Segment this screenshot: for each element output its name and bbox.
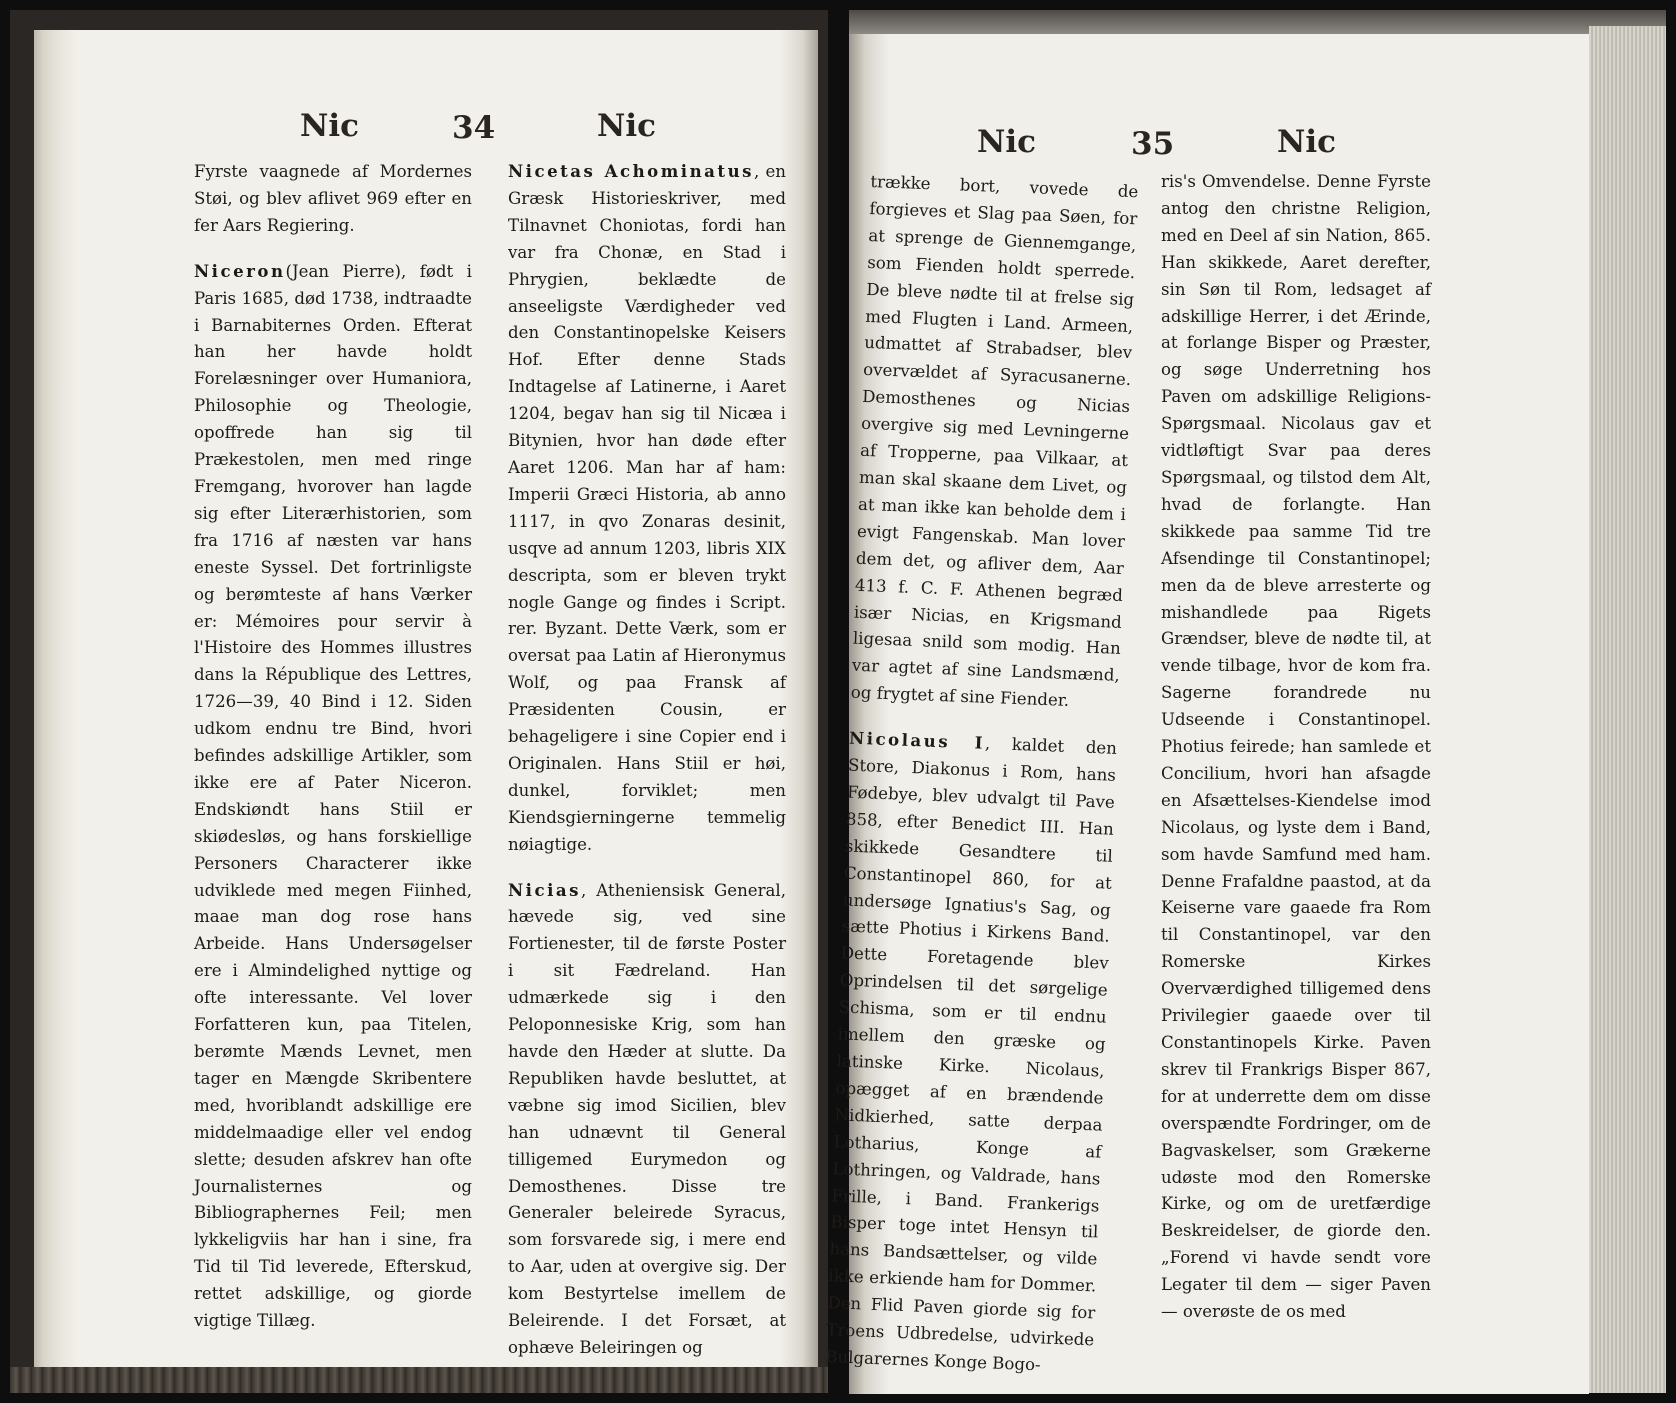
entry-text: trække bort, vovede de forgieves et Slag paa Søen, for at sprenge de Giennemgange, som Fienden holdt sperrede. De bleve nødte til at frelse sig med Flugten i Land. Armeen, udmattet af Strabadser, blev overvældet af Syracusanerne. Demosthenes og Nicias overgive sig med Levningerne af Tropperne, paa Vilkaar, at man skal skaane dem Livet, og at man ikke kan beholde dem i evigt Fangenskab. Man lover dem det, og afliver dem, Aar 413 f. C. F. Athenen begræd især Nicias, en Krigsmand ligesaa snild som modig. Han var agtet af sine Landsmænd, og frygtet af sine Fiender.	[850, 171, 1139, 711]
paragraph	[1161, 168, 1431, 1326]
text-column-2	[508, 158, 786, 1362]
text-column-1	[825, 168, 1139, 1381]
paragraph	[850, 168, 1138, 717]
paragraph	[194, 258, 472, 1335]
right-page	[824, 34, 1589, 1394]
entry-text: , en Græsk Historieskriver, med Tilnavnet Choniotas, fordi han var fra Chonæ, en Stad i Phrygien, beklædte de anseeligste Værdigheder ved den Constantinopelske Keisers Hof. Efter denne Stads Indtagelse af Latinerne, i Aaret 1204, begav han sig til Nicæa i Bitynien, hvor han døde efter Aaret 1206. Man har af ham: Imperii Græci Historia, ab anno 1117, in qvo Zonaras desinit, usqve ad annum 1203, libris XIX descripta, som er bleven trykt nogle Gange og findes i Script. rer. Byzant. Dette Værk, som er oversat paa Latin af Hieronymus Wolf, og paa Fransk af Præsidenten Cousin, er behageligere i sine Copier end i Originalen. Hans Stiil er høi, dunkel, forviklet; men Kiendsgierningerne temmelig nøiagtige.	[508, 162, 786, 854]
running-head-right: Nic	[1277, 124, 1336, 160]
entry-text: ris's Omvendelse. Denne Fyrste antog den christne Religion, med en Deel af sin Nation, 865. Han skikkede, Aaret derefter, sin Søn til Rom, ledsaget af adskillige Herrer, i det Ærinde, at forlange Bisper og Præster, og søge Underretning hos Paven om adskillige Religions-Spørgsmaal. Nicolaus gav et vidtløftigt Svar paa deres Spørgsmaal, og tilstod dem Alt, hvad de forlangte. Han skikkede paa samme Tid tre Afsendinge til Constantinopel; men da de bleve arresterte og mishandlede paa Rigets Grændser, bleve de nødte til, at vende tilbage, hvor de kom fra. Sagerne forandrede nu Udseende i Constantinopel. Photius feirede; han samlede et Concilium, hvori han afsagde en Afsættelses-Kiendelse imod Nicolaus, og lyste dem i Band, som havde Samfund med ham. Denne Frafaldne paastod, at da Keiserne vare gaaede fra Rom til Constantinopel, var den Romerske Kirkes Overværdighed tilligemed dens Privilegier gaaede over til Constantinopels Kirke. Paven skrev til Frankrigs Bisper 867, for at underrette dem om disse overspændte Fordringer, om de Bagvaskelser, som Grækerne udøste mod den Romerske Kirke, og om de uretfærdige Beskreidelser, de giorde den. „Forend vi havde sendt vore Legater til dem — siger Paven — overøste de os med	[1161, 172, 1431, 1322]
left-page-scan	[10, 10, 828, 1393]
running-head-left: Nic	[300, 108, 359, 144]
running-head-left: Nic	[977, 124, 1036, 160]
left-page	[34, 30, 818, 1380]
paragraph	[825, 725, 1118, 1382]
text-column-2	[1161, 168, 1431, 1326]
right-page-scan	[824, 10, 1666, 1393]
entry-text: , kaldet den Store, Diakonus i Rom, hans Fødebye, blev udvalgt til Pave 858, efter Benedict III. Han skikkede Gesandtere til Constantinopel 860, for at undersøge Ignatius's Sag, og sætte Photius i Kirkens Band. Dette Foretagende blev Oprindelsen til det sørgelige Schisma, som er til endnu imellem den græske og latinske Kirke. Nicolaus, opægget af en brændende Nidkierhed, satte derpaa Lotharius, Konge af Lothringen, og Valdrade, hans Frille, i Band. Frankerigs Bisper toge intet Hensyn til hans Bandsættelser, og vilde ikke erkiende ham for Dommer. Den Flid Paven giorde sig for Troens Udbredelse, udvirkede Bulgarernes Konge Bogo-	[824, 733, 1118, 1375]
entry-heading: Niceron	[194, 260, 286, 281]
paragraph	[194, 158, 472, 240]
running-head-right: Nic	[597, 108, 656, 144]
top-edge	[849, 10, 1666, 34]
entry-heading: Nicias	[508, 879, 581, 900]
page-number: 34	[452, 110, 496, 146]
entry-text: Fyrste vaagnede af Mordernes Støi, og blev aflivet 969 efter en fer Aars Regiering.	[194, 162, 472, 235]
book-edge-strip	[10, 1367, 828, 1393]
text-column-1	[194, 158, 472, 1335]
entry-heading: Nicolaus I	[848, 727, 986, 753]
page-edge	[34, 30, 78, 1380]
page-number: 35	[1131, 126, 1175, 162]
entry-text: (Jean Pierre), født i Paris 1685, død 1738, indtraadte i Barnabiternes Orden. Efterat han her havde holdt Forelæsninger over Humaniora, Philosophie og Theologie, opoffrede han sig til Prækestolen, men med ringe Fremgang, hvorover han lagde sig efter Literærhistorien, som fra 1716 af næsten var hans eneste Syssel. Det fortrinligste og berømteste af hans Værker er: Mémoires pour servir à l'Histoire des Hommes illustres dans la République des Lettres, 1726—39, 40 Bind i 12. Siden udkom endnu tre Bind, hvori befindes adskillige Artikler, som ikke ere af Pater Niceron. Endskiøndt hans Stiil er skiødesløs, og hans forskiellige Personers Characterer ikke udviklede med megen Fiinhed, maae man dog rose hans Arbeide. Hans Undersøgelser ere i Almindelighed nyttige og ofte interessante. Vel lover Forfatteren kun, paa Titelen, berømte Mænds Levnet, men tager en Mængde Skribentere med, hvoriblandt adskillige ere middelmaadige eller vel endog slette; desuden afskrev han ofte Journalisternes og Bibliographernes Feil; men lykkeligviis har han i sine, fra Tid til Tid leverede, Efterskud, rettet adskillige, og giorde vigtige Tillæg.	[194, 261, 472, 1331]
entry-text: , Atheniensisk General, hævede sig, ved sine Fortienester, til de første Poster i sit Fædreland. Han udmærkede sig i den Peloponnesiske Krig, som han havde den Hæder at slutte. Da Republiken havde besluttet, at væbne sig imod Sicilien, blev han udnævnt til General tilligemed Eurymedon og Demosthenes. Disse tre Generaler beleirede Syracus, som forsvarede sig, i mere end to Aar, uden at overgive sig. Der kom Bestyrtelse imellem de Beleirende. I det Forsæt, at ophæve Beleiringen og	[508, 880, 786, 1357]
paragraph	[508, 158, 786, 859]
paragraph	[508, 877, 786, 1362]
entry-heading: Nicetas Achominatus	[508, 161, 754, 181]
fore-edge	[1589, 26, 1666, 1393]
